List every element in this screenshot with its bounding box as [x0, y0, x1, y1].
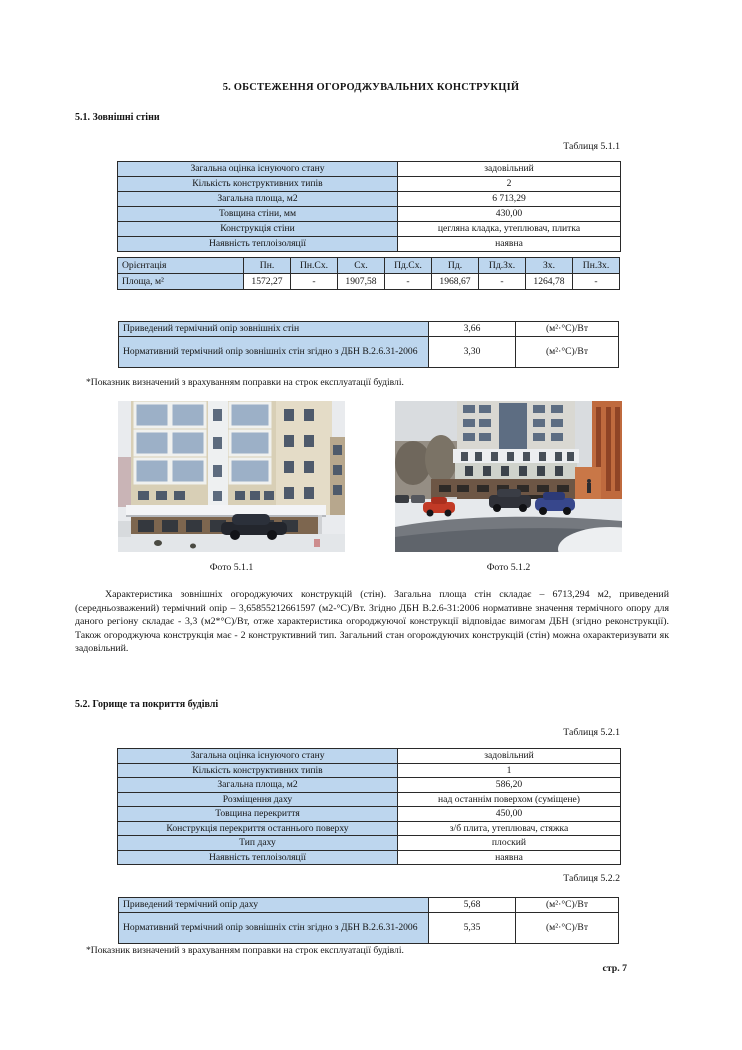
row-label: Наявність теплоізоляції: [118, 237, 398, 252]
orientation-header-cell: Сх.: [338, 258, 385, 274]
resistance-table-roof: [118, 897, 619, 944]
resistance-unit: (м²·°С)/Вт: [516, 913, 619, 944]
resistance-unit: (м²·°С)/Вт: [516, 337, 619, 368]
row-value: 586,20: [398, 778, 621, 793]
table-5-1-1-caption: Таблиця 5.1.1: [563, 141, 620, 152]
row-value: 1: [398, 763, 621, 778]
orientation-data-row: [118, 274, 620, 290]
row-label: Товщина стіни, мм: [118, 207, 398, 222]
table-row: [118, 807, 621, 822]
table-row: [118, 192, 621, 207]
orientation-header-row: [118, 258, 620, 274]
orientation-table: [117, 257, 620, 290]
row-value: задовільний: [398, 749, 621, 764]
orientation-value: -: [385, 274, 432, 290]
row-value: наявна: [398, 237, 621, 252]
row-label: Конструкція стіни: [118, 222, 398, 237]
orientation-header-cell: Пн.: [244, 258, 291, 274]
row-label: Загальна оцінка існуючого стану: [118, 162, 398, 177]
row-value: наявна: [398, 850, 621, 865]
orientation-value: 1264,78: [526, 274, 573, 290]
orientation-header-cell: Пд.Зх.: [479, 258, 526, 274]
table-5-2-2-caption: Таблиця 5.2.2: [563, 873, 620, 884]
resistance-value: 3,66: [429, 322, 516, 337]
row-label: Кількість конструктивних типів: [118, 763, 398, 778]
table-row: [118, 237, 621, 252]
resistance-label: Приведений термічний опір зовнішніх стін: [119, 322, 429, 337]
page-number: стр. 7: [602, 963, 627, 974]
table-row: [118, 850, 621, 865]
footnote-roof: *Показник визначений з врахуванням поправки на строк експлуатації будівлі.: [86, 945, 404, 956]
building-photo-image: [395, 401, 622, 552]
resistance-table-walls: [118, 321, 619, 368]
table-row: [118, 222, 621, 237]
table-row: [118, 177, 621, 192]
orientation-header-cell: Зх.: [526, 258, 573, 274]
section-5-1-heading: 5.1. Зовнішні стіни: [75, 112, 160, 123]
row-value: 450,00: [398, 807, 621, 822]
resistance-value: 5,35: [429, 913, 516, 944]
row-value: 430,00: [398, 207, 621, 222]
resistance-unit: (м²·°С)/Вт: [516, 898, 619, 913]
table-5-1-1: [117, 161, 621, 252]
resistance-row: [119, 337, 619, 368]
table-5-2-1-caption: Таблиця 5.2.1: [563, 727, 620, 738]
row-value: над останнім поверхом (суміщене): [398, 792, 621, 807]
photo-caption-2: Фото 5.1.2: [486, 562, 531, 573]
photo-5-1-1: [118, 401, 345, 552]
table-row: [118, 836, 621, 851]
row-label: Кількість конструктивних типів: [118, 177, 398, 192]
table-row: [118, 763, 621, 778]
row-label: Конструкція перекриття останнього поверху: [118, 821, 398, 836]
section-5-2-heading: 5.2. Горище та покриття будівлі: [75, 699, 219, 710]
resistance-unit: (м²·°С)/Вт: [516, 322, 619, 337]
orientation-value: -: [573, 274, 620, 290]
table-row: [118, 162, 621, 177]
row-value: задовільний: [398, 162, 621, 177]
row-value: цегляна кладка, утеплювач, плитка: [398, 222, 621, 237]
footnote-walls: *Показник визначений з врахуванням поправки на строк експлуатації будівлі.: [86, 377, 404, 388]
resistance-label: Нормативний термічний опір зовнішніх стін згідно з ДБН В.2.6.31-2006: [119, 913, 429, 944]
resistance-value: 5,68: [429, 898, 516, 913]
resistance-row: [119, 913, 619, 944]
row-label: Загальна площа, м2: [118, 192, 398, 207]
resistance-label: Приведений термічний опір даху: [119, 898, 429, 913]
building-photo-image: [118, 401, 345, 552]
row-label: Загальна площа, м2: [118, 778, 398, 793]
photo-5-1-2: [395, 401, 622, 552]
orientation-value: 1572,27: [244, 274, 291, 290]
orientation-value: -: [479, 274, 526, 290]
photo-caption-1: Фото 5.1.1: [209, 562, 254, 573]
row-value: плоский: [398, 836, 621, 851]
row-label: Розміщення даху: [118, 792, 398, 807]
row-label: Товщина перекриття: [118, 807, 398, 822]
orientation-header-cell: Орієнтація: [118, 258, 244, 274]
table-row: [118, 778, 621, 793]
orientation-value: 1907,58: [338, 274, 385, 290]
resistance-value: 3,30: [429, 337, 516, 368]
row-value: 6 713,29: [398, 192, 621, 207]
resistance-row: [119, 322, 619, 337]
orientation-value: 1968,67: [432, 274, 479, 290]
row-value: 2: [398, 177, 621, 192]
orientation-header-cell: Пд.: [432, 258, 479, 274]
row-value: з/б плита, утеплювач, стяжка: [398, 821, 621, 836]
row-label: Загальна оцінка існуючого стану: [118, 749, 398, 764]
orientation-header-cell: Пн.Зх.: [573, 258, 620, 274]
resistance-label: Нормативний термічний опір зовнішніх стін згідно з ДБН В.2.6.31-2006: [119, 337, 429, 368]
walls-summary-paragraph: Характеристика зовнішніх огороджуючих конструкцій (стін). Загальна площа стін складає – 6713,294 м2, приведений (середньозважений) термічний опір – 3,65855212661597 (м2-°С)/Вт. Згідно ДБН В.2.6-31:2006 нормативне значення термічного опору для даного регіону складає - 3,3 (м2*°С)/Вт, отже характеристика огороджуючої конструкції відповідає вимогам ДБН (згідно реконструкції). Також огороджуюча конструкція має - 2 конструктивний тип. Загальний стан огорождуючих конструкцій (стін) можна охарактеризувати як задовільний.: [75, 589, 669, 655]
orientation-header-cell: Пн.Сх.: [291, 258, 338, 274]
resistance-row: [119, 898, 619, 913]
document-title: 5. ОБСТЕЖЕННЯ ОГОРОДЖУВАЛЬНИХ КОНСТРУКЦІЙ: [222, 82, 520, 93]
table-row: [118, 792, 621, 807]
orientation-row-label: Площа, м²: [118, 274, 244, 290]
row-label: Наявність теплоізоляції: [118, 850, 398, 865]
table-row: [118, 207, 621, 222]
row-label: Тип даху: [118, 836, 398, 851]
table-row: [118, 821, 621, 836]
table-5-2-1: [117, 748, 621, 865]
orientation-value: -: [291, 274, 338, 290]
table-row: [118, 749, 621, 764]
orientation-header-cell: Пд.Сх.: [385, 258, 432, 274]
